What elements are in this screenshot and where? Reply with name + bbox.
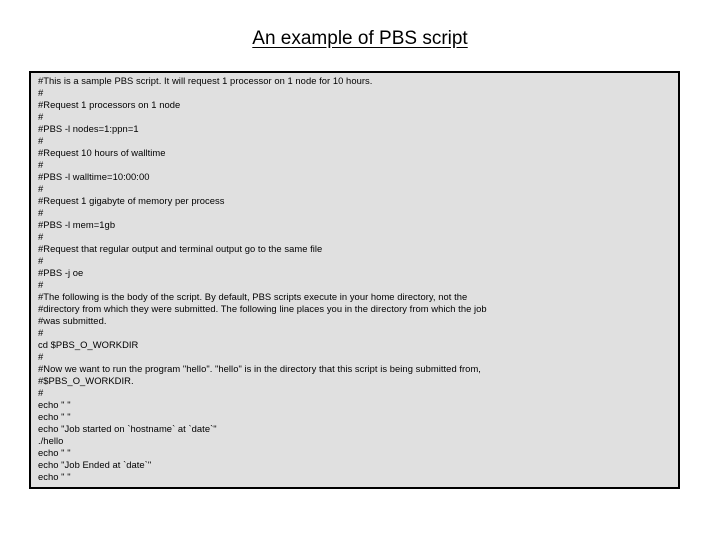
script-line: #: [38, 135, 44, 146]
script-line: #directory from which they were submitted. The following line places you in the directory from which the job: [38, 303, 487, 314]
script-line: echo "Job Ended at `date`": [38, 459, 152, 470]
script-code-box: [29, 71, 680, 489]
script-line: echo " ": [38, 399, 71, 410]
script-lines: [31, 73, 678, 483]
script-line: #Request 10 hours of walltime: [38, 147, 166, 158]
script-line: #This is a sample PBS script. It will request 1 processor on 1 node for 10 hours.: [38, 75, 373, 86]
script-line: echo " ": [38, 471, 71, 482]
script-line: #: [38, 111, 44, 122]
script-line: echo " ": [38, 447, 71, 458]
script-line: cd $PBS_O_WORKDIR: [38, 339, 139, 350]
script-line: ./hello: [38, 435, 64, 446]
script-line: #PBS -l mem=1gb: [38, 219, 116, 230]
script-line: #: [38, 351, 44, 362]
script-line: #: [38, 87, 44, 98]
script-line: #: [38, 183, 44, 194]
script-line: #PBS -j oe: [38, 267, 84, 278]
script-line: #: [38, 255, 44, 266]
slide-title: An example of PBS script: [252, 28, 468, 49]
script-line: #The following is the body of the script. By default, PBS scripts execute in your home directory, not the: [38, 291, 468, 302]
script-line: #PBS -l nodes=1:ppn=1: [38, 123, 139, 134]
script-line: echo "Job started on `hostname` at `date`": [38, 423, 217, 434]
script-line: #was submitted.: [38, 315, 107, 326]
script-line: #: [38, 231, 44, 242]
script-line: #: [38, 387, 44, 398]
script-line: #: [38, 279, 44, 290]
script-line: #: [38, 207, 44, 218]
script-line: #PBS -l walltime=10:00:00: [38, 171, 150, 182]
script-line: #$PBS_O_WORKDIR.: [38, 375, 134, 386]
script-line: #: [38, 327, 44, 338]
script-line: #Request 1 gigabyte of memory per process: [38, 195, 225, 206]
script-line: #: [38, 159, 44, 170]
script-line: #Now we want to run the program "hello". "hello" is in the directory that this script is being submitted from,: [38, 363, 481, 374]
script-line: #Request that regular output and terminal output go to the same file: [38, 243, 323, 254]
script-line: #Request 1 processors on 1 node: [38, 99, 181, 110]
script-line: echo " ": [38, 411, 71, 422]
